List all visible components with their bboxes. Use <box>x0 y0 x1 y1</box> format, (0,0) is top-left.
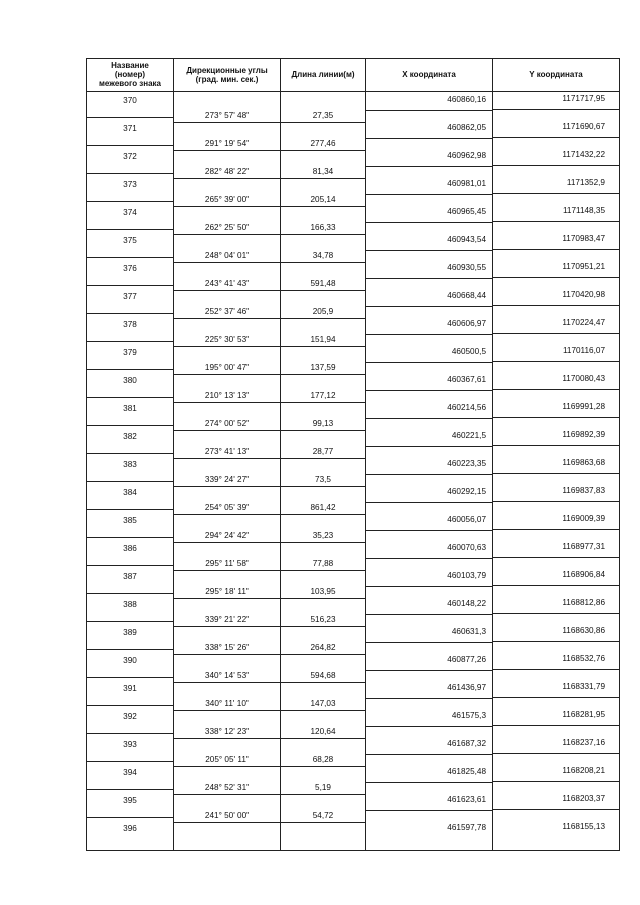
point-name: 371 <box>123 124 137 133</box>
point-name: 393 <box>123 740 137 749</box>
row-divider <box>87 117 173 118</box>
row-divider <box>87 397 173 398</box>
x-coordinate: 460292,15 <box>447 487 486 496</box>
header-bottom-border <box>87 91 619 92</box>
line-length: 516,23 <box>310 615 336 624</box>
y-coordinate: 1168630,86 <box>562 626 605 635</box>
direction-angle: 248° 04' 01" <box>204 251 250 260</box>
row-divider <box>493 585 619 586</box>
row-divider <box>87 733 173 734</box>
direction-angle: 273° 41' 13" <box>204 447 250 456</box>
row-divider <box>281 654 365 655</box>
x-coordinate: 460631,3 <box>451 627 486 636</box>
row-divider <box>87 621 173 622</box>
row-divider <box>281 766 365 767</box>
row-divider <box>174 402 280 403</box>
direction-angle: 254° 05' 39" <box>204 503 250 512</box>
header-direction-angle: Дирекционные углы (град. мин. сек.) <box>186 65 268 84</box>
row-divider <box>493 193 619 194</box>
row-divider <box>281 318 365 319</box>
point-name: 374 <box>123 208 137 217</box>
y-coordinate: 1171352,9 <box>566 178 605 187</box>
row-divider <box>493 249 619 250</box>
row-divider <box>366 194 492 195</box>
row-divider <box>87 257 173 258</box>
x-coordinate: 460221,5 <box>451 431 486 440</box>
column-divider <box>492 58 493 850</box>
row-divider <box>281 402 365 403</box>
row-divider <box>493 109 619 110</box>
direction-angle: 340° 11' 10" <box>205 699 249 708</box>
y-coordinate: 1170080,43 <box>562 374 605 383</box>
y-coordinate: 1168203,37 <box>562 794 605 803</box>
row-divider <box>174 458 280 459</box>
point-name: 373 <box>123 180 137 189</box>
line-length: 99,13 <box>312 419 334 428</box>
row-divider <box>174 234 280 235</box>
row-divider <box>366 782 492 783</box>
y-coordinate: 1168977,31 <box>562 542 605 551</box>
line-length: 120,64 <box>310 727 336 736</box>
row-divider <box>281 682 365 683</box>
row-divider <box>174 570 280 571</box>
y-coordinate: 1171717,95 <box>562 94 605 103</box>
line-length: 27,35 <box>312 111 334 120</box>
x-coordinate: 461687,32 <box>447 739 486 748</box>
y-coordinate: 1170224,47 <box>562 318 605 327</box>
row-divider <box>87 201 173 202</box>
x-coordinate: 460943,54 <box>447 235 486 244</box>
row-divider <box>87 593 173 594</box>
row-divider <box>366 642 492 643</box>
row-divider <box>281 738 365 739</box>
point-name: 381 <box>123 404 137 413</box>
direction-angle: 273° 57' 48" <box>204 111 250 120</box>
row-divider <box>281 290 365 291</box>
line-length: 264,82 <box>310 643 336 652</box>
point-name: 380 <box>123 376 137 385</box>
row-divider <box>87 761 173 762</box>
x-coordinate: 460103,79 <box>447 571 486 580</box>
row-divider <box>493 473 619 474</box>
direction-angle: 338° 15' 26" <box>204 643 250 652</box>
y-coordinate: 1169863,68 <box>562 458 605 467</box>
row-divider <box>366 418 492 419</box>
direction-angle: 248° 52' 31" <box>204 783 250 792</box>
row-divider <box>366 754 492 755</box>
row-divider <box>174 542 280 543</box>
row-divider <box>493 361 619 362</box>
x-coordinate: 460070,63 <box>447 543 486 552</box>
row-divider <box>87 145 173 146</box>
row-divider <box>493 641 619 642</box>
row-divider <box>87 789 173 790</box>
row-divider <box>87 677 173 678</box>
row-divider <box>174 206 280 207</box>
row-divider <box>87 425 173 426</box>
row-divider <box>174 710 280 711</box>
row-divider <box>493 809 619 810</box>
point-name: 377 <box>123 292 137 301</box>
row-divider <box>493 613 619 614</box>
row-divider <box>87 649 173 650</box>
row-divider <box>493 305 619 306</box>
point-name: 386 <box>123 544 137 553</box>
line-length: 591,48 <box>310 279 336 288</box>
row-divider <box>366 586 492 587</box>
line-length: 594,68 <box>310 671 336 680</box>
boundary-points-table <box>86 58 620 851</box>
row-divider <box>281 486 365 487</box>
line-length: 147,03 <box>310 699 336 708</box>
row-divider <box>87 285 173 286</box>
row-divider <box>493 501 619 502</box>
line-length: 35,23 <box>312 531 334 540</box>
point-name: 387 <box>123 572 137 581</box>
y-coordinate: 1169991,28 <box>562 402 605 411</box>
row-divider <box>366 278 492 279</box>
line-length: 151,94 <box>310 335 336 344</box>
row-divider <box>366 558 492 559</box>
point-name: 396 <box>123 824 137 833</box>
x-coordinate: 460148,22 <box>447 599 486 608</box>
point-name: 384 <box>123 488 137 497</box>
row-divider <box>281 234 365 235</box>
direction-angle: 294° 24' 42" <box>204 531 250 540</box>
direction-angle: 262° 25' 50" <box>204 223 250 232</box>
direction-angle: 295° 18' 11" <box>205 587 249 596</box>
direction-angle: 205° 05' 11" <box>205 755 249 764</box>
row-divider <box>281 794 365 795</box>
header-line-length: Длина линии(м) <box>291 70 355 79</box>
row-divider <box>174 374 280 375</box>
y-coordinate: 1170116,07 <box>562 346 605 355</box>
direction-angle: 274° 00' 52" <box>204 419 250 428</box>
row-divider <box>281 570 365 571</box>
row-divider <box>87 537 173 538</box>
row-divider <box>87 453 173 454</box>
row-divider <box>174 262 280 263</box>
direction-angle: 225° 30' 53" <box>204 335 250 344</box>
direction-angle: 338° 12' 23" <box>204 727 250 736</box>
row-divider <box>366 670 492 671</box>
row-divider <box>366 446 492 447</box>
line-length: 103,95 <box>310 587 336 596</box>
y-coordinate: 1168906,84 <box>562 570 605 579</box>
x-coordinate: 460606,97 <box>447 319 486 328</box>
x-coordinate: 461575,3 <box>451 711 486 720</box>
x-coordinate: 461825,48 <box>447 767 486 776</box>
row-divider <box>281 626 365 627</box>
row-divider <box>493 333 619 334</box>
row-divider <box>174 766 280 767</box>
row-divider <box>366 222 492 223</box>
x-coordinate: 460877,26 <box>447 655 486 664</box>
row-divider <box>366 810 492 811</box>
line-length: 68,28 <box>312 755 334 764</box>
row-divider <box>281 514 365 515</box>
row-divider <box>281 206 365 207</box>
row-divider <box>281 150 365 151</box>
row-divider <box>366 698 492 699</box>
row-divider <box>281 430 365 431</box>
line-length: 77,88 <box>312 559 334 568</box>
row-divider <box>493 417 619 418</box>
x-coordinate: 461436,97 <box>447 683 486 692</box>
row-divider <box>493 781 619 782</box>
row-divider <box>281 822 365 823</box>
y-coordinate: 1170951,21 <box>562 262 605 271</box>
x-coordinate: 460223,35 <box>447 459 486 468</box>
x-coordinate: 460214,56 <box>447 403 486 412</box>
row-divider <box>493 669 619 670</box>
row-divider <box>174 178 280 179</box>
row-divider <box>366 138 492 139</box>
row-divider <box>493 529 619 530</box>
row-divider <box>87 173 173 174</box>
row-divider <box>87 817 173 818</box>
y-coordinate: 1168532,76 <box>562 654 605 663</box>
row-divider <box>366 334 492 335</box>
row-divider <box>281 710 365 711</box>
header-x-coordinate: X координата <box>402 70 456 79</box>
row-divider <box>281 458 365 459</box>
line-length: 205,14 <box>310 195 336 204</box>
row-divider <box>281 262 365 263</box>
row-divider <box>174 486 280 487</box>
x-coordinate: 460367,61 <box>447 375 486 384</box>
line-length: 166,33 <box>310 223 336 232</box>
row-divider <box>174 150 280 151</box>
point-name: 383 <box>123 460 137 469</box>
x-coordinate: 460500,5 <box>451 347 486 356</box>
y-coordinate: 1171690,67 <box>562 122 605 131</box>
row-divider <box>174 430 280 431</box>
row-divider <box>87 705 173 706</box>
y-coordinate: 1168237,16 <box>562 738 605 747</box>
row-divider <box>87 509 173 510</box>
row-divider <box>174 822 280 823</box>
y-coordinate: 1169837,83 <box>562 486 605 495</box>
row-divider <box>366 390 492 391</box>
row-divider <box>366 726 492 727</box>
point-name: 394 <box>123 768 137 777</box>
y-coordinate: 1168155,13 <box>562 822 605 831</box>
y-coordinate: 1171432,22 <box>562 150 605 159</box>
row-divider <box>281 374 365 375</box>
y-coordinate: 1168331,79 <box>562 682 605 691</box>
point-name: 395 <box>123 796 137 805</box>
row-divider <box>87 229 173 230</box>
row-divider <box>366 530 492 531</box>
point-name: 370 <box>123 96 137 105</box>
line-length: 137,59 <box>310 363 336 372</box>
row-divider <box>493 389 619 390</box>
row-divider <box>87 369 173 370</box>
line-length: 277,46 <box>310 139 336 148</box>
point-name: 389 <box>123 628 137 637</box>
row-divider <box>493 221 619 222</box>
x-coordinate: 460668,44 <box>447 291 486 300</box>
row-divider <box>493 165 619 166</box>
line-length: 28,77 <box>312 447 334 456</box>
row-divider <box>281 542 365 543</box>
column-divider <box>365 58 366 850</box>
row-divider <box>174 794 280 795</box>
point-name: 379 <box>123 348 137 357</box>
row-divider <box>174 738 280 739</box>
y-coordinate: 1168812,86 <box>562 598 605 607</box>
x-coordinate: 460981,01 <box>447 179 486 188</box>
line-length: 81,34 <box>312 167 334 176</box>
row-divider <box>87 313 173 314</box>
y-coordinate: 1170420,98 <box>562 290 605 299</box>
row-divider <box>493 753 619 754</box>
row-divider <box>174 318 280 319</box>
direction-angle: 339° 24' 27" <box>204 475 250 484</box>
row-divider <box>366 166 492 167</box>
row-divider <box>281 598 365 599</box>
row-divider <box>87 565 173 566</box>
row-divider <box>281 122 365 123</box>
direction-angle: 340° 14' 53" <box>204 671 250 680</box>
point-name: 376 <box>123 264 137 273</box>
row-divider <box>174 514 280 515</box>
point-name: 392 <box>123 712 137 721</box>
point-name: 391 <box>123 684 137 693</box>
y-coordinate: 1168208,21 <box>562 766 605 775</box>
y-coordinate: 1169009,39 <box>562 514 605 523</box>
point-name: 388 <box>123 600 137 609</box>
header-y-coordinate: Y координата <box>529 70 583 79</box>
point-name: 375 <box>123 236 137 245</box>
direction-angle: 243° 41' 43" <box>204 279 250 288</box>
point-name: 372 <box>123 152 137 161</box>
direction-angle: 241° 50' 00" <box>204 811 250 820</box>
direction-angle: 252° 37' 46" <box>204 307 250 316</box>
direction-angle: 265° 39' 00" <box>204 195 250 204</box>
row-divider <box>493 697 619 698</box>
direction-angle: 282° 48' 22" <box>204 167 250 176</box>
row-divider <box>281 346 365 347</box>
row-divider <box>87 481 173 482</box>
direction-angle: 291° 19' 54" <box>204 139 250 148</box>
row-divider <box>174 626 280 627</box>
line-length: 861,42 <box>310 503 336 512</box>
row-divider <box>493 445 619 446</box>
line-length: 5,19 <box>315 783 331 792</box>
row-divider <box>366 362 492 363</box>
header-point-name: Название (номер) межевого знака <box>98 61 162 88</box>
row-divider <box>174 290 280 291</box>
x-coordinate: 460860,16 <box>447 95 486 104</box>
x-coordinate: 460056,07 <box>447 515 486 524</box>
row-divider <box>493 277 619 278</box>
point-name: 390 <box>123 656 137 665</box>
row-divider <box>493 725 619 726</box>
row-divider <box>366 250 492 251</box>
row-divider <box>174 682 280 683</box>
row-divider <box>87 341 173 342</box>
row-divider <box>366 306 492 307</box>
direction-angle: 195° 00' 47" <box>204 363 250 372</box>
point-name: 385 <box>123 516 137 525</box>
line-length: 73,5 <box>315 475 331 484</box>
row-divider <box>174 654 280 655</box>
y-coordinate: 1168281,95 <box>562 710 605 719</box>
row-divider <box>366 502 492 503</box>
line-length: 205,9 <box>312 307 334 316</box>
direction-angle: 295° 11' 58" <box>205 559 249 568</box>
x-coordinate: 460930,55 <box>447 263 486 272</box>
row-divider <box>366 110 492 111</box>
line-length: 34,78 <box>312 251 334 260</box>
x-coordinate: 460862,05 <box>447 123 486 132</box>
line-length: 54,72 <box>312 811 334 820</box>
y-coordinate: 1169892,39 <box>562 430 605 439</box>
direction-angle: 339° 21' 22" <box>204 615 250 624</box>
point-name: 378 <box>123 320 137 329</box>
row-divider <box>493 557 619 558</box>
x-coordinate: 461623,61 <box>447 795 486 804</box>
y-coordinate: 1171148,35 <box>562 206 605 215</box>
row-divider <box>281 178 365 179</box>
x-coordinate: 461597,78 <box>447 823 486 832</box>
row-divider <box>174 346 280 347</box>
direction-angle: 210° 13' 13" <box>204 391 250 400</box>
row-divider <box>174 122 280 123</box>
line-length: 177,12 <box>310 391 336 400</box>
row-divider <box>493 137 619 138</box>
x-coordinate: 460962,98 <box>447 151 486 160</box>
row-divider <box>366 614 492 615</box>
point-name: 382 <box>123 432 137 441</box>
x-coordinate: 460965,45 <box>447 207 486 216</box>
y-coordinate: 1170983,47 <box>562 234 605 243</box>
row-divider <box>366 474 492 475</box>
row-divider <box>174 598 280 599</box>
